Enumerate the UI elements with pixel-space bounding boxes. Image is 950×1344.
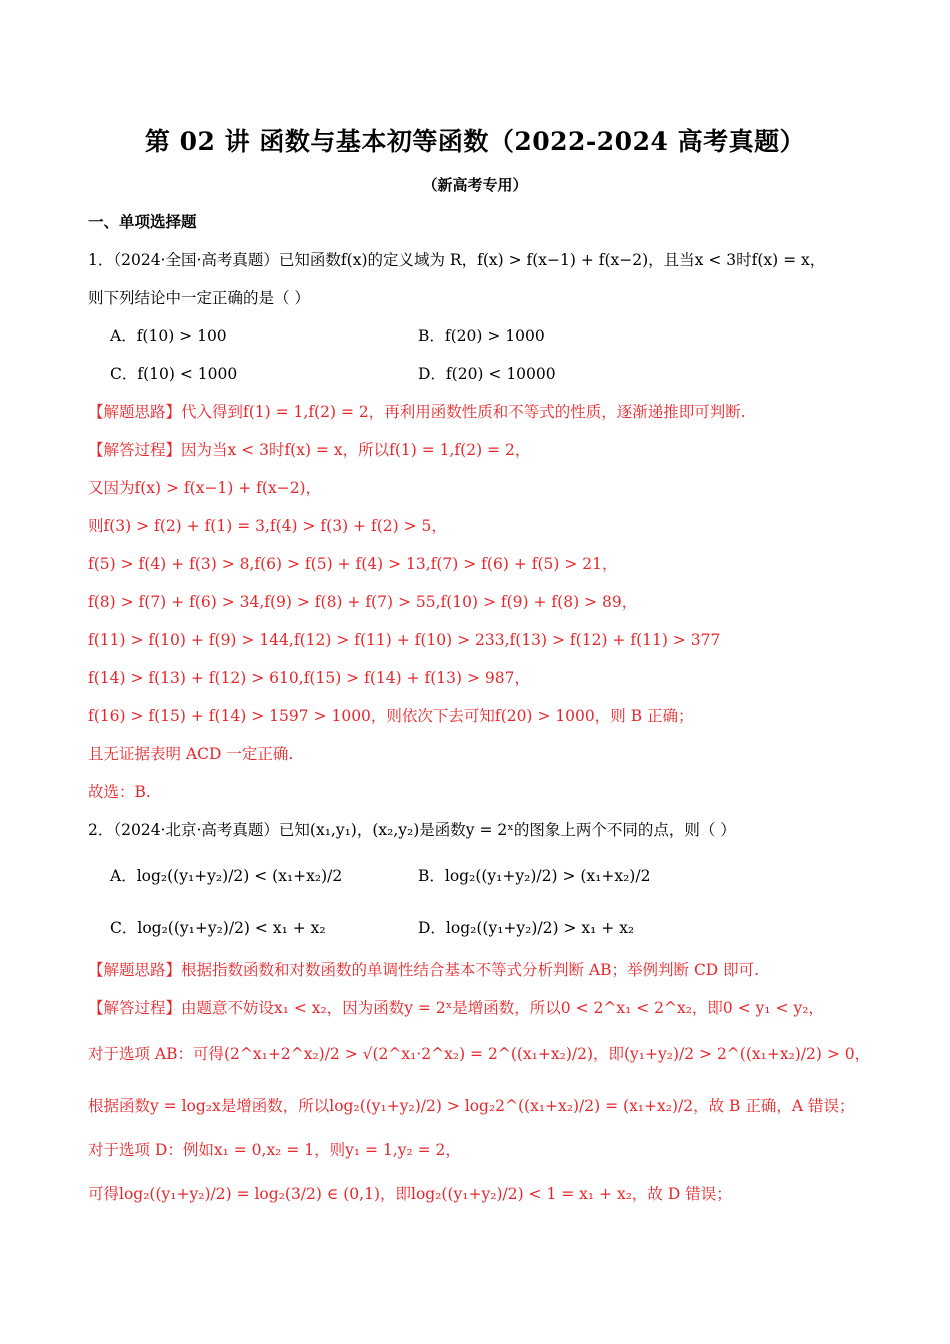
q1-solution-line: 则f(3) > f(2) + f(1) = 3,f(4) > f(3) + f(2) > 5， xyxy=(88,517,447,535)
page-title: 第 02 讲 函数与基本初等函数（2022-2024 高考真题） xyxy=(144,127,806,156)
q2-solution-line: 【解答过程】由题意不妨设x₁ < x₂，因为函数y = 2ˣ是增函数，所以0 < 2^x₁ < 2^x₂，即0 < y₁ < y₂， xyxy=(88,999,824,1017)
q2-stem: 2．（2024·北京·高考真题）已知(x₁,y₁)，(x₂,y₂)是函数y = 2ˣ的图象上两个不同的点，则（ ） xyxy=(88,821,736,839)
q1-solution-line: f(14) > f(13) + f(12) > 610,f(15) > f(14) + f(13) > 987， xyxy=(88,669,530,687)
q1-option-b: B．f(20) > 1000 xyxy=(418,327,545,345)
q2-solution-line: 【解题思路】根据指数函数和对数函数的单调性结合基本不等式分析判断 AB；举例判断 CD 即可. xyxy=(88,961,760,979)
q2-option-c: C．log₂((y₁+y₂)/2) < x₁ + x₂ xyxy=(110,919,326,937)
q1-option-a: A．f(10) > 100 xyxy=(110,327,227,345)
q1-solution-line: 又因为f(x) > f(x−1) + f(x−2)， xyxy=(88,479,322,497)
page-subtitle: （新高考专用） xyxy=(422,176,528,194)
q1-solution-line: 【解题思路】代入得到f(1) = 1,f(2) = 2，再利用函数性质和不等式的性质，逐渐递推即可判断. xyxy=(88,403,746,421)
q2-solution-line: 根据函数y = log₂x是增函数，所以log₂((y₁+y₂)/2) > log₂2^((x₁+x₂)/2) = (x₁+x₂)/2，故 B 正确，A 错误； xyxy=(88,1097,855,1115)
q2-option-d: D．log₂((y₁+y₂)/2) > x₁ + x₂ xyxy=(418,919,635,937)
q2-solution-line: 可得log₂((y₁+y₂)/2) = log₂(3/2) ∈ (0,1)，即log₂((y₁+y₂)/2) < 1 = x₁ + x₂，故 D 错误； xyxy=(88,1185,732,1203)
q2-option-a: A．log₂((y₁+y₂)/2) < (x₁+x₂)/2 xyxy=(110,867,343,885)
q1-solution-line: f(8) > f(7) + f(6) > 34,f(9) > f(8) + f(7) > 55,f(10) > f(9) + f(8) > 89， xyxy=(88,593,638,611)
section-heading: 一、单项选择题 xyxy=(88,212,197,231)
q2-solution-line: 对于选项 AB：可得(2^x₁+2^x₂)/2 > √(2^x₁·2^x₂) = 2^((x₁+x₂)/2)，即(y₁+y₂)/2 > 2^((x₁+x₂)/2) > 0， xyxy=(88,1045,871,1063)
q2-option-b: B．log₂((y₁+y₂)/2) > (x₁+x₂)/2 xyxy=(418,867,651,885)
q1-stem-line1: 1．（2024·全国·高考真题）已知函数f(x)的定义域为 R，f(x) > f(x−1) + f(x−2)，且当x < 3时f(x) = x， xyxy=(88,251,826,269)
q1-solution-line: f(16) > f(15) + f(14) > 1597 > 1000，则依次下去可知f(20) > 1000，则 B 正确； xyxy=(88,707,694,725)
q1-answer: 故选：B. xyxy=(88,783,151,801)
q2-solution-line: 对于选项 D：例如x₁ = 0,x₂ = 1，则y₁ = 1,y₂ = 2， xyxy=(88,1141,461,1159)
q1-option-c: C．f(10) < 1000 xyxy=(110,365,238,383)
q1-solution-line: 【解答过程】因为当x < 3时f(x) = x，所以f(1) = 1,f(2) = 2， xyxy=(88,441,531,459)
q1-solution-line: 且无证据表明 ACD 一定正确. xyxy=(88,745,294,763)
q1-option-d: D．f(20) < 10000 xyxy=(418,365,556,383)
q1-stem-line2: 则下列结论中一定正确的是（ ） xyxy=(88,289,310,307)
q1-solution-line: f(11) > f(10) + f(9) > 144,f(12) > f(11) + f(10) > 233,f(13) > f(12) + f(11) > 377 xyxy=(88,631,721,649)
q1-solution-line: f(5) > f(4) + f(3) > 8,f(6) > f(5) + f(4) > 13,f(7) > f(6) + f(5) > 21， xyxy=(88,555,618,573)
